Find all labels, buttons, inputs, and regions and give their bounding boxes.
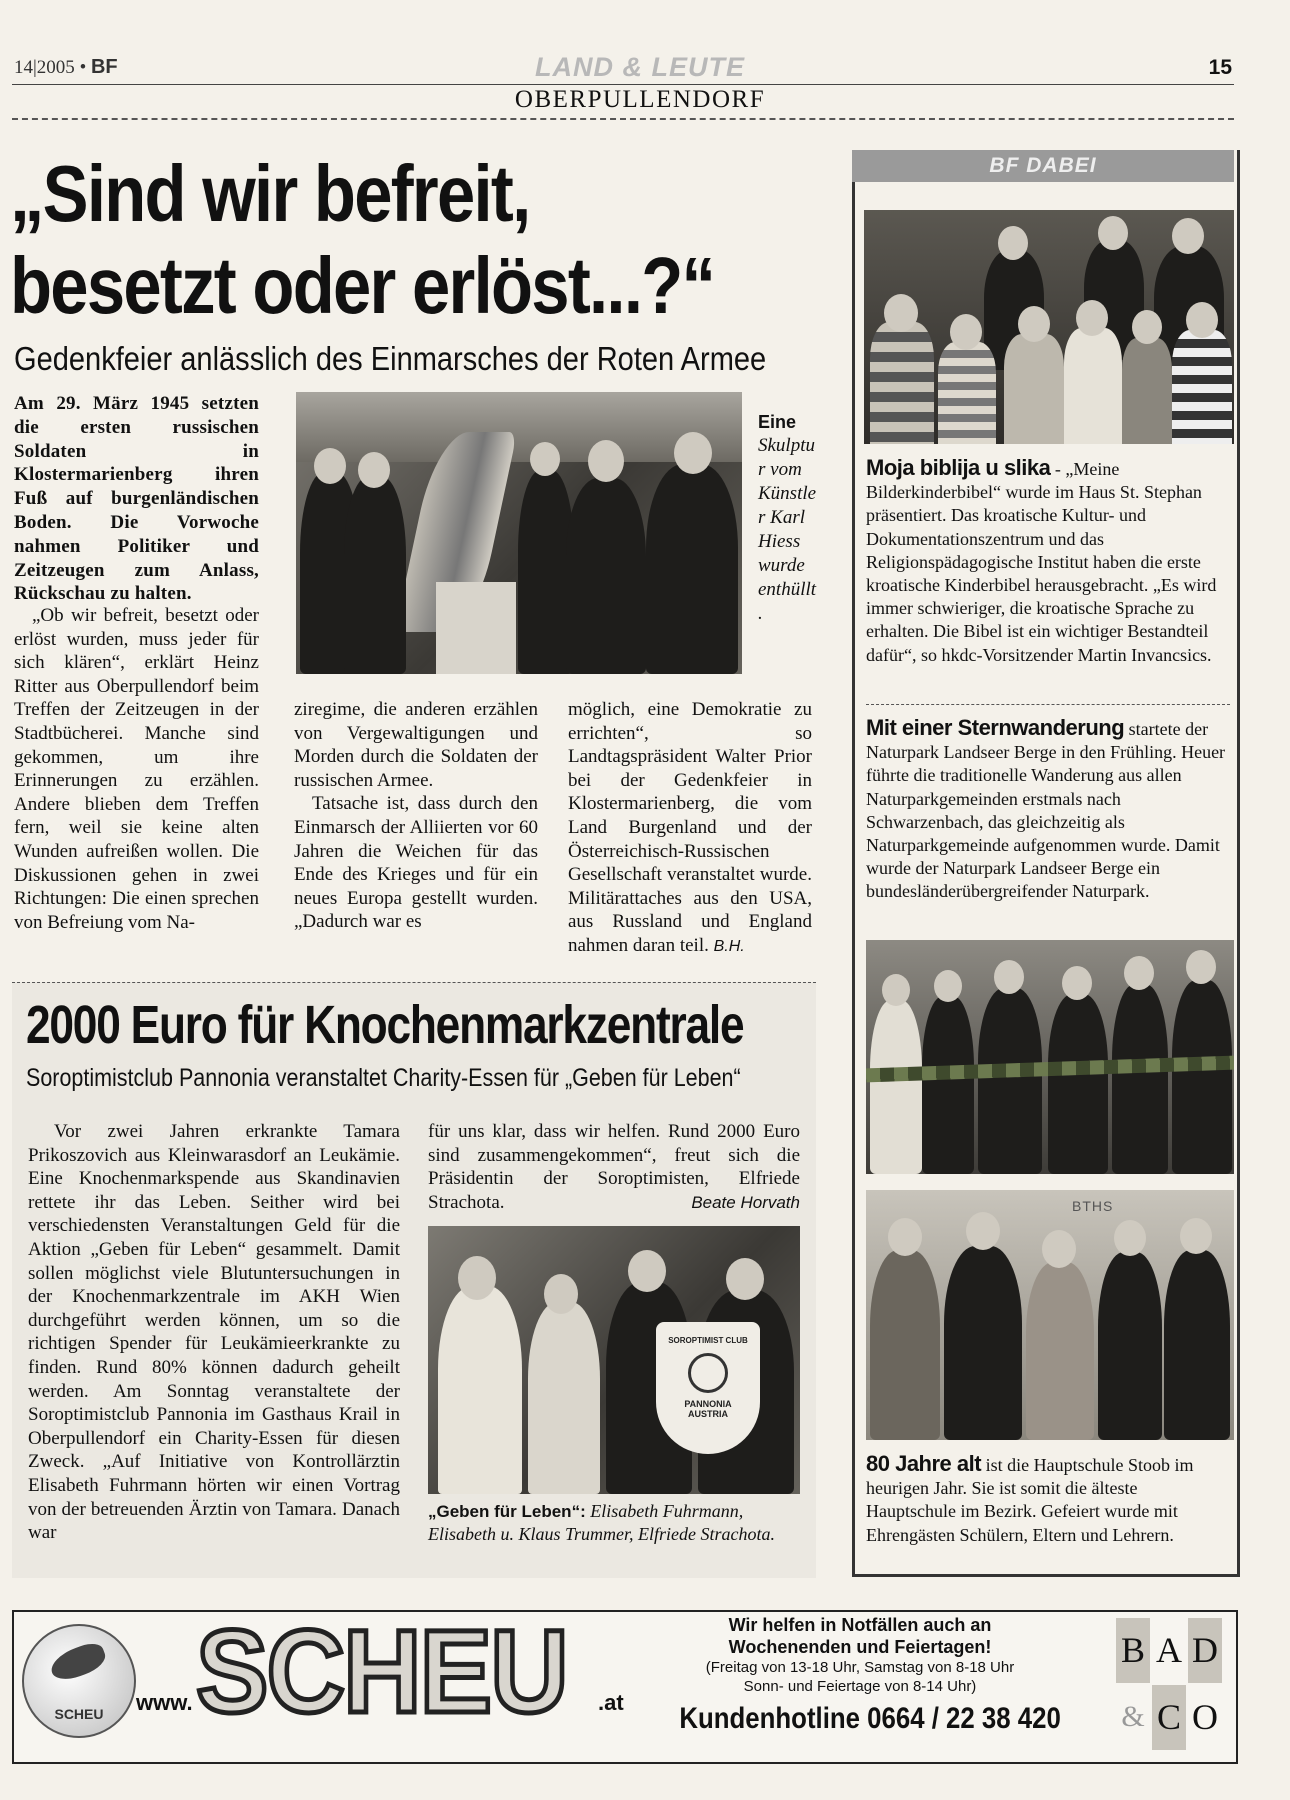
ad-www: www.: [136, 1690, 193, 1715]
ad-line4: Sonn- und Feiertage von 8-14 Uhr): [743, 1678, 977, 1695]
main-body-col1: „Ob wir befreit, besetzt oder erlöst wurden, muss jeder für sich klären“, erklärt Heinz Ritter aus Oberpullendorf beim Treffen der Zeitzeugen in der Stadtbücherei. Manche sind gekommen, um ihre Erinnerungen zu erzählen. Andere blieben dem Treffen fern, weil sie keine alten Wunden aufreißen wollen. Die Diskussionen gehen in zwei Richtungen: Die einen sprechen von Befreiung vom Na-: [14, 605, 259, 933]
sidebar-item2: [866, 716, 1230, 904]
main-lead: Am 29. März 1945 setzten die ersten russischen Soldaten in Klostermarienberg ihren Fuß auf burgenländischen Boden. Die Vorwoche nahmen Politiker und Zeitzeugen zum Anlass, Rückschau zu halten.: [14, 393, 259, 605]
sidebar-item3-text: ist die Hauptschule Stoob im heurigen Jahr. Sie ist somit die älteste Hauptschule im Bezirk. Gefeiert wurde mit Ehrengästen Schülern, Eltern und Lehrern.: [866, 1455, 1194, 1545]
soroptimist-banner: [656, 1322, 760, 1454]
section-title: LAND & LEUTE: [535, 52, 745, 82]
second-body-col1: Vor zwei Jahren erkrankte Tamara Prikoszovich aus Kleinwarasdorf an Leukämie. Eine Knochenmarkspende aus Skandinavien rettete ihr das Leben. Seither wird bei verschiedensten Veranstaltungen Geld für die Aktion „Geben für Leben“ gesammelt. Damit sollen möglichst viele Blutuntersuchungen in der Knochenmarkzentrale im AKH Wien durchgeführt werden können, um so die richtigen Spender für Leukämieerkrankte zu finden. Rund 80% können dadurch geheilt werden. Am Sonntag veranstaltete der Soroptimistclub Pannonia im Gasthaus Krail in Oberpullendorf ein Charity-Essen für diesen Zweck. „Auf Initiative von Kontrollärztin Elisabeth Fuhrmann hörten wir einen Vortrag von der betreuenden Ärztin von Tamara. Danach war: [28, 1121, 400, 1544]
main-body-col3-text: möglich, eine Demokratie zu errichten“, so Landtagspräsident Walter Prior bei der Gedenkfeier in Klostermarienberg, die vom Land Burgenland und der Österreichisch-Russischen Gesellschaft veranstaltet wurde. Militärattaches aus den USA, aus Russland und England nahmen daran teil.: [568, 699, 812, 956]
bible-photo: [864, 210, 1234, 444]
charity-caption-text: Elisabeth Fuhrmann, Elisabeth u. Klaus Trummer, Elfriede Strachota.: [428, 1501, 776, 1544]
ad-line2: Wochenenden und Feiertagen!: [728, 1637, 992, 1657]
main-body-col2-p2: Tatsache ist, dass durch den Einmarsch der Alliierten vor 60 Jahren die Weichen für das Ende des Krieges und für ein neues Europa gestellt wurden. „Dadurch war es: [294, 793, 538, 933]
sidebar-item1: [866, 456, 1230, 667]
caption-lead: Eine: [758, 412, 797, 432]
banner-line1: SOROPTIMIST CLUB: [668, 1336, 748, 1345]
main-headline-line1: „Sind wir befreit,: [10, 149, 530, 238]
second-body-col2-text: für uns klar, dass wir helfen. Rund 2000 Euro sind zusammengekommen“, freut sich die Präsidentin der Soroptimisten, Elfriede Strachota.: [428, 1121, 800, 1213]
second-body-col2: [428, 1120, 800, 1214]
scheu-parrot-logo-icon: [22, 1624, 136, 1738]
second-headline: 2000 Euro für Knochenmarkzentrale: [26, 995, 744, 1055]
sidebar-item3-kicker: 80 Jahre alt: [866, 1451, 982, 1476]
sidebar-item1-kicker: Moja biblija u slika: [866, 455, 1051, 480]
page-number: 15: [1208, 56, 1232, 79]
masthead-dashed-rule: [12, 118, 1234, 120]
subsection-title: OBERPULLENDORF: [514, 86, 766, 113]
bad-co-logo: [1116, 1618, 1222, 1750]
sidebar-item1-text: - „Meine Bilderkinderbibel“ wurde im Haus St. Stephan präsentiert. Das kroatische Kultur- und Dokumentationszentrum und das Religionspädagogische Institut haben die erste kroatische Kinderbibel herausgebracht. „Es wird immer schwieriger, die kroatische Sprache zu erhalten. Die Bibel ist ein wichtiger Bestandteil dafür“, so hkdc-Vorsitzender Martin Invancsics.: [866, 459, 1217, 665]
sidebar-item3: [866, 1452, 1206, 1547]
paper-name: BF: [90, 56, 118, 78]
badco-amp: &: [1121, 1700, 1145, 1733]
main-headline-line2: besetzt oder erlöst...?“: [10, 241, 715, 330]
second-subheadline: Soroptimistclub Pannonia veranstaltet Charity-Essen für „Geben für Leben“: [26, 1064, 741, 1092]
ad-tld: .at: [598, 1690, 624, 1715]
school-sign: BTHS: [1072, 1198, 1114, 1214]
badco-b: B: [1116, 1618, 1150, 1683]
main-body-col2-p1: ziregime, die anderen erzählen von Vergewaltigungen und Morden durch die Soldaten der russischen Armee.: [294, 699, 538, 791]
sidebar-title: BF DABEI: [852, 150, 1234, 182]
ad-line3: (Freitag von 13-18 Uhr, Samstag von 8-18 Uhr: [705, 1659, 1015, 1676]
main-body-col3: [568, 698, 812, 959]
sidebar-item2-kicker: Mit einer Sternwanderung: [866, 715, 1125, 740]
ad-hotline: Kundenhotline 0664 / 22 38 420: [679, 1702, 1061, 1735]
sidebar-item2-text: startete der Naturpark Landseer Berge in den Frühling. Heuer führte die traditionelle Wanderung aus allen Naturparkgemeinden erstmals nach Schwarzenbach, das gleichzeitig als Naturparkgemeinde aufgenommen wurde. Damit wurde der Naturpark Landseer Berge ein bundesländerübergreifender Naturpark.: [866, 719, 1226, 902]
ad-service-text: [650, 1614, 1070, 1696]
charity-caption: [428, 1500, 808, 1546]
second-author: Beate Horvath: [691, 1192, 800, 1212]
main-subheadline: Gedenkfeier anlässlich des Einmarsches der Roten Armee: [14, 340, 767, 377]
banner-line3: AUSTRIA: [688, 1409, 728, 1419]
masthead-rule: [12, 84, 1234, 85]
ribbon-cutting-photo: [866, 940, 1234, 1174]
sidebar-divider1: [866, 704, 1230, 705]
banner-line2: PANNONIA: [684, 1399, 732, 1409]
ad-brand: SCHEU: [196, 1606, 567, 1738]
second-article-rule: [12, 982, 816, 983]
sculpture-caption: [758, 410, 818, 626]
bullet: •: [79, 57, 87, 78]
badco-o: O: [1192, 1697, 1218, 1737]
issue-number: 14|2005 • BF: [14, 56, 118, 78]
main-author: B.H.: [713, 937, 745, 955]
ad-line1: Wir helfen in Notfällen auch an: [728, 1615, 992, 1635]
sculpture-photo: [296, 392, 742, 674]
badco-d: D: [1188, 1618, 1222, 1683]
parrot-shape: [47, 1639, 109, 1684]
charity-photo: [428, 1226, 800, 1494]
badco-c: C: [1152, 1685, 1186, 1750]
charity-caption-lead: „Geben für Leben“:: [428, 1502, 586, 1521]
scheu-logo-text: SCHEU: [54, 1706, 104, 1722]
main-body-col2: [294, 698, 538, 934]
school-anniversary-photo: [866, 1190, 1234, 1440]
caption-text: Skulptur vom Künstler Karl Hiess wurde enthüllt.: [758, 435, 817, 624]
soroptimist-emblem-icon: [688, 1353, 728, 1393]
badco-a: A: [1156, 1630, 1182, 1670]
